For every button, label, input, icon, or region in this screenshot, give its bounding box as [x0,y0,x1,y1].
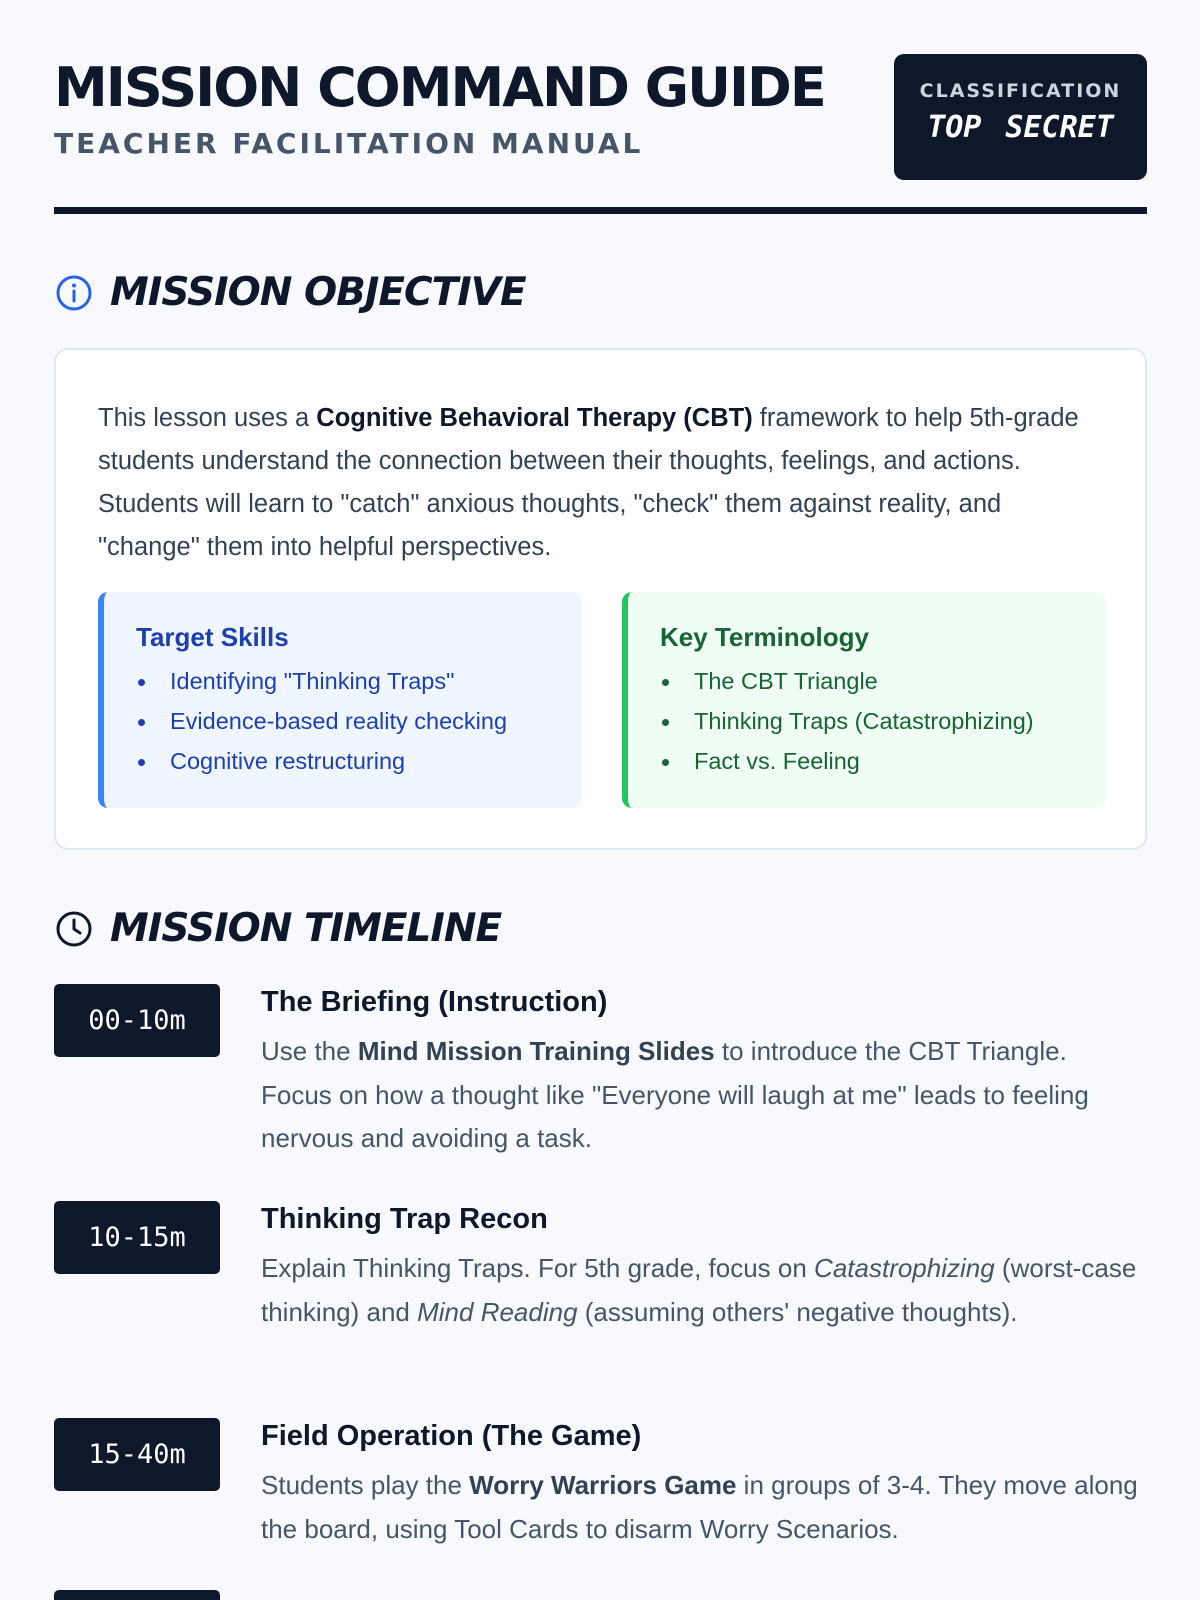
timeline-item-description [261,1464,1141,1551]
desc-part: Students play the [261,1470,470,1500]
classification-label: CLASSIFICATION [919,80,1122,102]
objective-card [54,348,1147,850]
header-divider [54,207,1147,214]
clock-icon [54,909,94,949]
target-skills-title: Target Skills [136,622,289,652]
timeline-item-title: The Briefing (Instruction) [261,986,608,1018]
objective-heading [54,270,526,315]
page [54,0,1147,1544]
objective-paragraph [98,397,1108,569]
objective-text-bold: Cognitive Behavioral Therapy (CBT) [316,404,753,432]
classification-value: TOP SECRET [927,110,1114,145]
desc-part: (worst-case thinking) and [261,1253,1137,1327]
desc-italic: Catastrophizing [814,1253,995,1283]
list-item: Evidence-based reality checking [136,707,552,747]
list-item: Thinking Traps (Catastrophizing) [660,707,1076,747]
list-item: The CBT Triangle [660,667,1076,707]
time-badge: 15-40m [54,1418,220,1491]
list-item: Fact vs. Feeling [660,747,1076,787]
desc-bold: Mind Mission Training Slides [357,1036,715,1066]
desc-part: Explain Thinking Traps. For 5th grade, focus on [261,1253,815,1283]
timeline-item-description [261,1030,1141,1161]
timeline-heading [54,906,501,951]
target-skills-list [136,667,552,787]
time-badge-partial [54,1590,220,1600]
objective-text-part: This lesson uses a [98,404,317,432]
desc-part: Use the [261,1036,358,1066]
desc-part: in groups of 3-4. They move along the board, using Tool Cards to disarm Worry Scenarios. [261,1470,1138,1544]
time-badge: 10-15m [54,1201,220,1274]
timeline-item-title: Field Operation (The Game) [261,1420,642,1452]
objective-text-part: framework to help 5th-grade students understand the connection between their thoughts, feelings, and actions. Students will learn to "catch" anxious thoughts, "check" them against reality, and "change" them into helpful perspectives. [98,404,1079,561]
page-subtitle: TEACHER FACILITATION MANUAL [54,127,644,160]
key-terminology-list [660,667,1076,787]
list-item: Cognitive restructuring [136,747,552,787]
classification-badge [894,54,1147,180]
desc-part: (assuming others' negative thoughts). [577,1296,1018,1327]
target-skills-box [98,592,582,808]
objective-heading-text: MISSION OBJECTIVE [110,270,526,315]
key-terminology-box [622,592,1106,808]
time-badge: 00-10m [54,984,220,1057]
key-terminology-title: Key Terminology [660,622,870,652]
timeline-heading-text: MISSION TIMELINE [110,906,502,951]
info-icon [54,273,94,313]
header [54,0,1147,214]
page-title: MISSION COMMAND GUIDE [54,56,825,119]
desc-bold: Worry Warriors Game [469,1470,737,1500]
desc-italic: Mind Reading [417,1296,578,1327]
timeline-item-title: Thinking Trap Recon [261,1203,548,1235]
timeline-item-description [261,1247,1141,1334]
list-item: Identifying "Thinking Traps" [136,667,552,707]
desc-part: to introduce the CBT Triangle. Focus on how a thought like "Everyone will laugh at me" leads to feeling nervous and avoiding a task. [261,1036,1089,1153]
